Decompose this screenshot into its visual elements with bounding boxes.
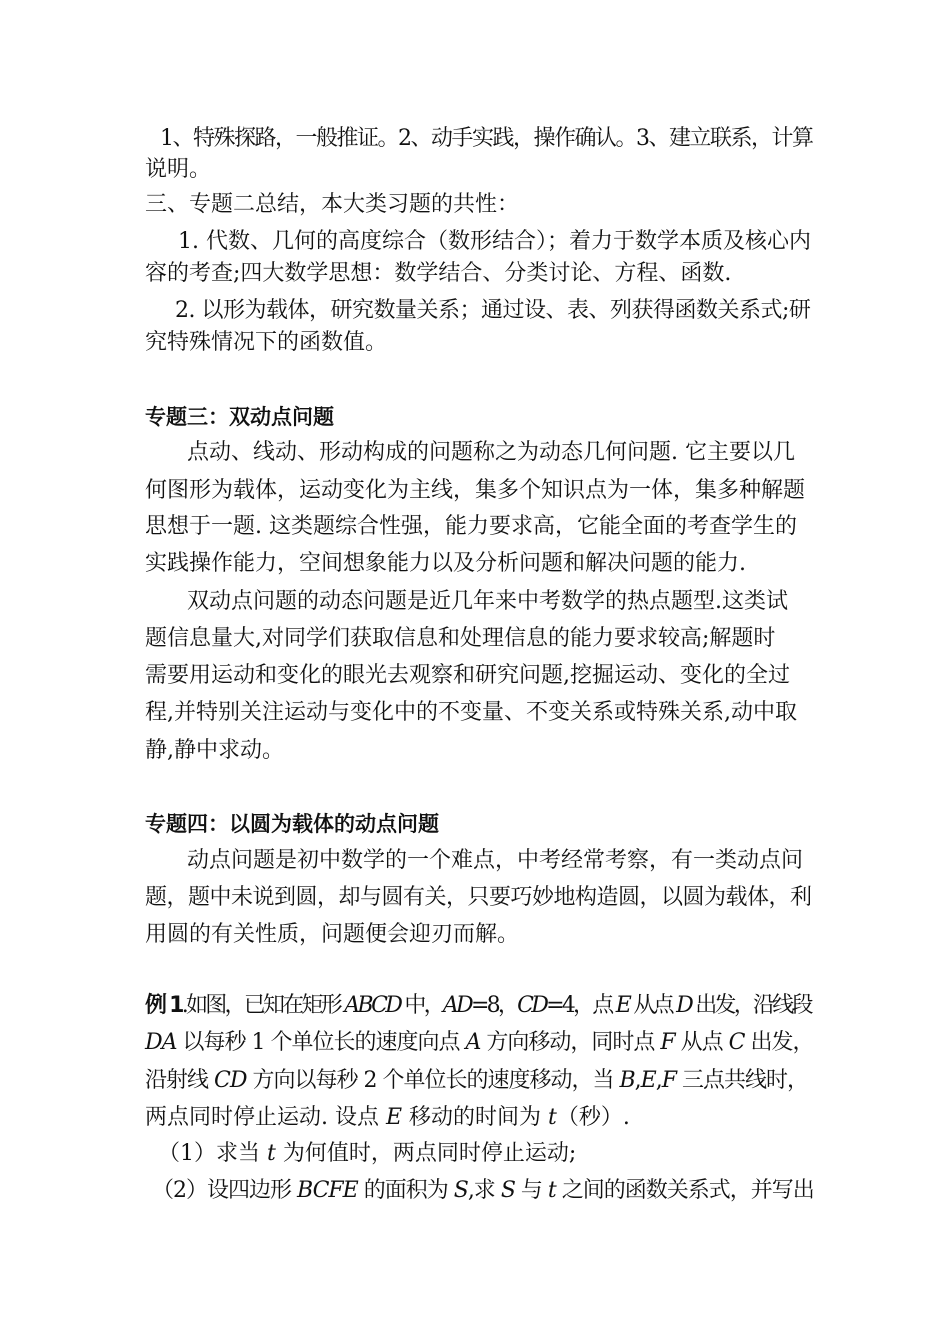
topic-4-paragraph: 动点问题是初中数学的一个难点，中考经常考察，有一类动点问 — [187, 848, 804, 873]
text-run: 从点 — [674, 1030, 729, 1055]
math-variable: E — [615, 993, 630, 1018]
example-1-line-2 — [145, 1028, 815, 1058]
topic-3-paragraph-2: 双动点问题的动态问题是近几年来中考数学的热点题型.这类试 — [187, 589, 788, 614]
section-title-summary-2: 三、专题二总结，本大类习题的共性： — [145, 192, 520, 217]
text-run: 方向以每秒 2 个单位长的速度移动，当 — [246, 1068, 620, 1093]
text-run: , — [634, 1068, 641, 1093]
text-run: 移动的时间为 — [402, 1105, 549, 1130]
math-variable: CD — [517, 993, 547, 1018]
math-variable: F — [660, 1030, 675, 1055]
math-variable: E — [385, 1105, 403, 1130]
math-variable: ABCD — [344, 993, 401, 1018]
paragraph-line: 程,并特别关注运动与变化中的不变量、不变关系或特殊关系,动中取 — [145, 700, 797, 725]
text-run: 之间的函数关系式，并写出 — [555, 1178, 814, 1203]
math-variable: B — [619, 1068, 635, 1093]
topic-4-heading: 专题四：以圆为载体的动点问题 — [145, 812, 439, 836]
text-run: 的面积为 — [357, 1178, 454, 1203]
text-run: =4，点 — [546, 993, 616, 1018]
topic-3-paragraph-1: 点动、线动、形动构成的问题称之为动态几何问题. 它主要以几 — [187, 440, 795, 465]
example-1-line-4 — [145, 1103, 815, 1133]
paragraph-line-summary-methods: 1、特殊探路，一般推证。2、动手实践，操作确认。3、建立联系，计算 — [160, 126, 813, 151]
example-1-line-1 — [145, 991, 815, 1021]
math-variable: D — [676, 993, 691, 1018]
text-run: （1）求当 — [158, 1141, 267, 1166]
text-run: 三点共线时， — [675, 1068, 808, 1093]
text-run: .如图，已知在矩形 — [181, 993, 345, 1018]
paragraph-line: 用圆的有关性质，问题便会迎刃而解。 — [145, 922, 520, 947]
paragraph-line: 何图形为载体，运动变化为主线，集多个知识点为一体，集多种解题 — [145, 478, 806, 503]
math-variable: AD — [442, 993, 471, 1018]
math-variable: F — [661, 1068, 676, 1093]
example-1-line-3 — [145, 1066, 815, 1096]
text-run: （2）设四边形 — [152, 1178, 297, 1203]
paragraph-line: 实践操作能力，空间想象能力以及分析问题和解决问题的能力. — [145, 551, 746, 576]
math-variable: C — [728, 1030, 745, 1055]
math-variable: CD — [214, 1068, 247, 1093]
paragraph-line: 容的考查;四大数学思想：数学结合、分类讨论、方程、函数. — [145, 261, 732, 286]
paragraph-line: 题，题中未说到圆，却与圆有关，只要巧妙地构造圆，以圆为载体，利 — [145, 885, 812, 910]
math-variable: t — [548, 1105, 557, 1130]
text-run: 与 — [514, 1178, 548, 1203]
text-run: 为何值时，两点同时停止运动; — [275, 1141, 577, 1166]
math-variable: S — [453, 1178, 468, 1203]
math-variable: E — [640, 1068, 656, 1093]
paragraph-line: 静,静中求动。 — [145, 738, 284, 763]
text-run: 出发， — [744, 1030, 814, 1055]
paragraph-line: 需要用运动和变化的眼光去观察和研究问题,挖掘运动、变化的全过 — [145, 663, 790, 688]
text-run: 沿射线 — [145, 1068, 214, 1093]
math-variable: DA — [145, 1030, 177, 1055]
math-variable: BCFE — [297, 1178, 358, 1203]
text-run: 两点同时停止运动. 设点 — [145, 1105, 386, 1130]
text-run: =8， — [470, 993, 518, 1018]
text-run: 出发，沿线段 — [691, 993, 811, 1018]
text-run: （秒）. — [556, 1105, 630, 1130]
text-run: 方向移动，同时点 — [480, 1030, 661, 1055]
math-variable: A — [465, 1030, 481, 1055]
paragraph-line: 题信息量大,对同学们获取信息和处理信息的能力要求较高;解题时 — [145, 626, 776, 651]
example-label: 例 1 — [145, 993, 182, 1018]
question-1 — [158, 1139, 815, 1169]
topic-3-heading: 专题三：双动点问题 — [145, 405, 334, 429]
paragraph-line: 思想于一题. 这类题综合性强，能力要求高，它能全面的考查学生的 — [145, 514, 797, 539]
paragraph-line: 说明。 — [145, 157, 212, 182]
summary-point-1: 1. 代数、几何的高度综合（数形结合）；着力于数学本质及核心内 — [178, 229, 811, 254]
text-run: , — [655, 1068, 662, 1093]
text-run: 从点 — [629, 993, 677, 1018]
question-2 — [152, 1176, 815, 1206]
text-run: ,求 — [467, 1178, 501, 1203]
math-variable: t — [267, 1141, 276, 1166]
math-variable: S — [500, 1178, 515, 1203]
summary-point-2: 2. 以形为载体，研究数量关系；通过设、表、列获得函数关系式;研 — [175, 298, 811, 323]
math-variable: t — [547, 1178, 556, 1203]
paragraph-line: 究特殊情况下的函数值。 — [145, 330, 388, 355]
text-run: 中， — [400, 993, 443, 1018]
text-run: 以每秒 1 个单位长的速度向点 — [176, 1030, 466, 1055]
